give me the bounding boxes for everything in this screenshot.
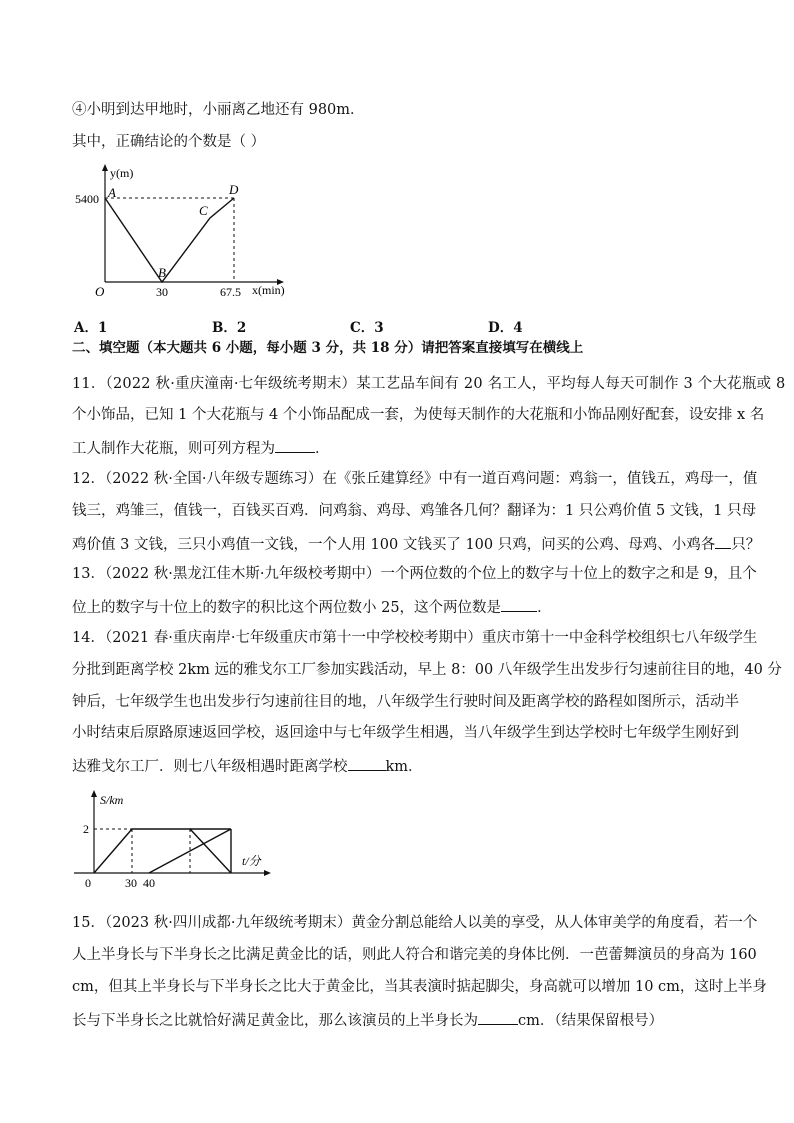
q11-answer-blank[interactable] (275, 438, 315, 453)
point-A-label: A (108, 185, 116, 200)
q12-line-3 (72, 534, 760, 554)
q12-answer-blank[interactable] (715, 534, 731, 549)
q14-line-2: 分批到距离学校 2km 远的雅戈尔工厂参加实践活动，早上 8：00 八年级学生出发步行匀速前往目的地，40 分 (72, 662, 782, 678)
x-tick-30: 30 (125, 876, 137, 890)
y-axis-arrow (91, 790, 97, 797)
q14-line-5-end: km． (385, 759, 423, 775)
x-tick-40: 40 (143, 876, 155, 890)
q14-line-1: 14．（2021 春·重庆南岸·七年级重庆市第十一中学校校考期中）重庆市第十一中金科学校组织七八年级学生 (72, 630, 758, 646)
q14-line-3: 钟后，七年级学生也出发步行匀速前往目的地，八年级学生行驶时间及距离学校的路程如图所示，活动半 (72, 694, 739, 710)
y-axis-arrow (102, 164, 108, 171)
q13-line-2-text: 位上的数字与十位上的数字的积比这个两位数小 25，这个两位数是 (72, 600, 502, 616)
q11-line-2: 个小饰品，已知 1 个大花瓶与 4 个小饰品配成一套，为使每天制作的大花瓶和小饰品刚好配套，设安排 x 名 (72, 407, 765, 423)
q15-line-4-end: cm．（结果保留根号） (518, 1013, 664, 1029)
q14-answer-blank[interactable] (348, 756, 386, 771)
point-C-label: C (199, 203, 208, 218)
question-prompt: 其中，正确结论的个数是（ ） (72, 134, 266, 150)
option-a: A．1 (74, 320, 108, 336)
q13-line-1: 13．（2022 秋·黑龙江佳木斯·九年级校考期中）一个两位数的个位上的数字与十位上的数字之和是 9，且个 (72, 566, 757, 582)
y-tick-2: 2 (83, 822, 89, 836)
point-B-label: B (158, 265, 166, 280)
point-D-label: D (229, 182, 239, 197)
q15-line-3: cm，但其上半身长与下半身长之比大于黄金比，当其表演时掂起脚尖，身高就可以增加 10 cm，这时上半身 (72, 979, 767, 995)
x-axis-label: x(min) (252, 283, 285, 297)
q13-answer-blank[interactable] (501, 597, 537, 612)
q14-line-4: 小时结束后原路原速返回学校，返回途中与七年级学生相遇，当八年级学生到达学校时七年级学生刚好到 (72, 725, 739, 741)
q12-line-1: 12．（2022 秋·全国·八年级专题练习）在《张丘建算经》中有一道百鸡问题：鸡翁一，值钱五，鸡母一，值 (72, 471, 758, 487)
q15-line-4 (72, 1010, 663, 1030)
x-tick-30: 30 (156, 285, 168, 299)
q14-line-5-text: 达雅戈尔工厂．则七八年级相遇时距离学校 (72, 759, 348, 775)
option-c: C．3 (350, 320, 384, 336)
statement-4: ④小明到达甲地时，小丽离乙地还有 980m． (72, 102, 365, 118)
x-tick-67-5: 67.5 (220, 285, 241, 299)
origin-label: O (95, 284, 105, 299)
option-d: D．4 (488, 320, 523, 336)
q12-line-3-text: 鸡价值 3 文钱，三只小鸡值一文钱，一个人用 100 文钱买了 100 只鸡，问买的公鸡、母鸡、小鸡各 (72, 537, 716, 553)
distance-time-graph-2 (70, 785, 280, 895)
y-axis-label: S/km (100, 793, 124, 807)
q15-line-4-text: 长与下半身长之比就恰好满足黄金比，那么该演员的上半身长为 (72, 1013, 478, 1029)
q11-line-3 (72, 438, 330, 458)
q11-line-3-end: ． (315, 441, 330, 457)
distance-time-graph (70, 160, 300, 300)
option-b: B．2 (212, 320, 247, 336)
q13-line-2 (72, 597, 552, 617)
q12-line-2: 钱三，鸡雏三，值钱一，百钱买百鸡．问鸡翁、鸡母、鸡雏各几何？翻译为：1 只公鸡价值 5 文钱，1 只母 (72, 503, 757, 519)
path-A-B-C-D (105, 198, 234, 282)
q14-line-5 (72, 756, 423, 776)
q12-line-3-end: 只？ (731, 537, 761, 553)
q15-line-1: 15．（2023 秋·四川成都·九年级统考期末）黄金分割总能给人以美的享受，从人体审美学的角度看，若一个 (72, 915, 758, 931)
y-tick-5400: 5400 (75, 192, 99, 206)
q15-line-2: 人上半身长与下半身长之比满足黄金比的话，则此人符合和谐完美的身体比例．一芭蕾舞演员的身高为 160 (72, 947, 757, 963)
q15-answer-blank[interactable] (478, 1010, 518, 1025)
q11-line-1: 11．（2022 秋·重庆潼南·七年级统考期末）某工艺品车间有 20 名工人，平均每人每天可制作 3 个大花瓶或 8 (72, 376, 786, 392)
q13-line-2-end: ． (537, 600, 552, 616)
y-axis-label: y(m) (110, 166, 134, 180)
q11-line-3-text: 工人制作大花瓶，则可列方程为 (72, 441, 275, 457)
section-2-heading: 二、填空题（本大题共 6 小题，每小题 3 分，共 18 分）请把答案直接填写在横线上 (72, 340, 584, 356)
x-axis-arrow (264, 870, 271, 876)
x-axis-label: t/分 (242, 854, 261, 868)
origin-label: 0 (85, 876, 91, 890)
